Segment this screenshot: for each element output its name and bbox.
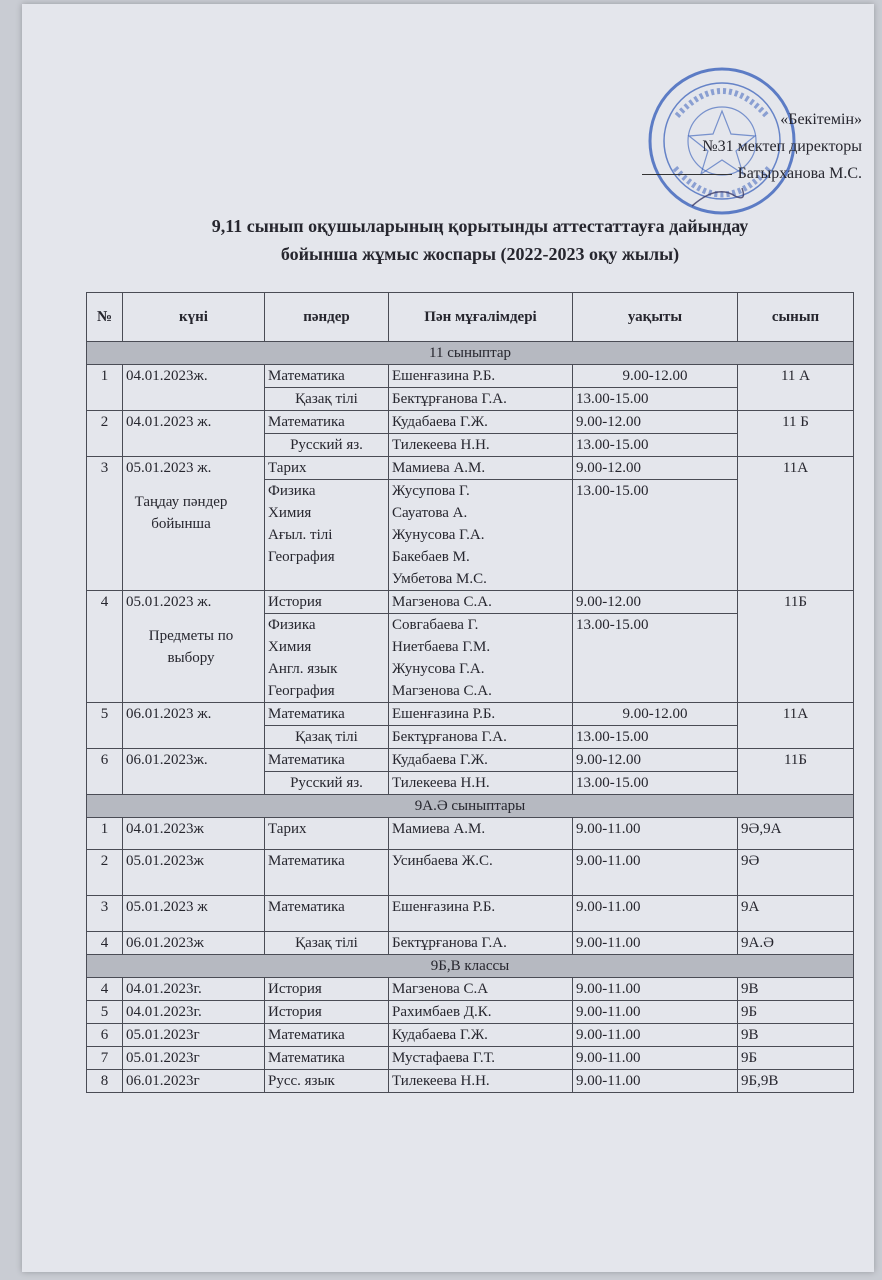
row-date: 05.01.2023ж (123, 850, 265, 896)
approval-heading: «Бекітемін» (780, 111, 862, 128)
row-class: 9А (738, 896, 854, 932)
row-number: 2 (87, 411, 123, 457)
row-subject: Тарих (265, 457, 389, 480)
row-note: Предметы по выбору (148, 628, 234, 666)
teacher-item: Сауатова А. (392, 505, 468, 521)
row-number: 6 (87, 749, 123, 795)
row-subject: Математика (265, 365, 389, 388)
row-class: 9Ә (738, 850, 854, 896)
row-subject: Математика (265, 749, 389, 772)
row-time: 9.00-11.00 (573, 818, 738, 850)
row-subject: Қазақ тілі (265, 932, 389, 955)
row-number: 2 (87, 850, 123, 896)
row-time: 13.00-15.00 (573, 480, 738, 591)
row-class: 11А (738, 703, 854, 749)
row-subject-list (265, 480, 389, 591)
row-class: 9А.Ә (738, 932, 854, 955)
table-row (87, 411, 854, 434)
header-time: уақыты (573, 293, 738, 342)
row-date: 06.01.2023ж. (123, 749, 265, 795)
subject-item: Химия (268, 505, 312, 521)
row-time: 13.00-15.00 (573, 772, 738, 795)
row-time: 9.00-11.00 (573, 1001, 738, 1024)
row-class: 9В (738, 978, 854, 1001)
row-class: 11 Б (738, 411, 854, 457)
subject-item: Физика (268, 617, 316, 633)
row-subject: Русский яз. (265, 772, 389, 795)
section-row (87, 342, 854, 365)
row-time: 9.00-12.00 (573, 703, 738, 726)
table-row (87, 1024, 854, 1047)
row-date: 04.01.2023ж. (123, 365, 265, 411)
row-number: 7 (87, 1047, 123, 1070)
table-row (87, 932, 854, 955)
row-time: 13.00-15.00 (573, 614, 738, 703)
row-class: 11А (738, 457, 854, 591)
row-date: 05.01.2023 ж. (126, 460, 212, 476)
table-row (87, 850, 854, 896)
row-teacher: Бектұрғанова Г.А. (389, 932, 573, 955)
row-teacher: Усинбаева Ж.С. (389, 850, 573, 896)
row-number: 6 (87, 1024, 123, 1047)
title-line-2: бойынша жұмыс жоспары (2022-2023 оқу жылы) (280, 244, 680, 264)
row-subject: История (265, 1001, 389, 1024)
row-teacher: Кудабаева Г.Ж. (389, 411, 573, 434)
row-date-cell (123, 457, 265, 591)
subject-item: Химия (268, 639, 312, 655)
teacher-item: Ниетбаева Г.М. (392, 639, 491, 655)
section-title-9b: 9Б,В классы (87, 955, 854, 978)
subject-item: Англ. язык (268, 661, 338, 677)
row-number: 5 (87, 703, 123, 749)
row-subject: Математика (265, 1047, 389, 1070)
approval-position: №31 мектеп директоры (702, 138, 862, 155)
table-row (87, 1047, 854, 1070)
row-time: 13.00-15.00 (573, 388, 738, 411)
row-number: 3 (87, 896, 123, 932)
subject-item: География (268, 549, 335, 565)
row-time: 13.00-15.00 (573, 726, 738, 749)
subject-item: География (268, 683, 335, 699)
row-subject: История (265, 978, 389, 1001)
row-time: 9.00-11.00 (573, 896, 738, 932)
row-subject: Математика (265, 411, 389, 434)
row-teacher-list (389, 614, 573, 703)
row-date: 06.01.2023г (123, 1070, 265, 1093)
teacher-item: Умбетова М.С. (392, 571, 487, 587)
title-line-1: 9,11 сынып оқушыларының қорытынды аттестаттауға дайындау (211, 216, 749, 236)
row-number: 8 (87, 1070, 123, 1093)
section-title-11: 11 сыныптар (87, 342, 854, 365)
row-subject: Русс. язык (265, 1070, 389, 1093)
approval-director-name: Батырханова М.С. (737, 165, 862, 182)
row-teacher-list (389, 480, 573, 591)
row-subject: Математика (265, 850, 389, 896)
row-teacher: Мамиева А.М. (389, 457, 573, 480)
header-day: күні (123, 293, 265, 342)
row-class: 9В (738, 1024, 854, 1047)
row-subject: Қазақ тілі (265, 726, 389, 749)
row-time: 9.00-11.00 (573, 1047, 738, 1070)
table-row (87, 703, 854, 726)
row-subject: Қазақ тілі (265, 388, 389, 411)
row-teacher: Мустафаева Г.Т. (389, 1047, 573, 1070)
row-teacher: Ешенғазина Р.Б. (389, 365, 573, 388)
row-class: 9Б,9В (738, 1070, 854, 1093)
teacher-item: Бакебаев М. (392, 549, 470, 565)
row-subject: Математика (265, 703, 389, 726)
signature-line (642, 174, 732, 175)
row-time: 9.00-11.00 (573, 850, 738, 896)
table-row (87, 1001, 854, 1024)
schedule-table (86, 292, 854, 1093)
header-subjects: пәндер (265, 293, 389, 342)
row-time: 9.00-11.00 (573, 978, 738, 1001)
row-number: 5 (87, 1001, 123, 1024)
table-row (87, 978, 854, 1001)
table-row (87, 591, 854, 614)
row-subject: Тарих (265, 818, 389, 850)
row-number: 4 (87, 978, 123, 1001)
teacher-item: Жусупова Г. (392, 483, 470, 499)
row-date: 05.01.2023 ж (123, 896, 265, 932)
subject-item: Ағыл. тілі (268, 527, 333, 543)
row-time: 9.00-11.00 (573, 932, 738, 955)
row-teacher: Ешенғазина Р.Б. (389, 896, 573, 932)
row-number: 1 (87, 818, 123, 850)
row-subject: Русский яз. (265, 434, 389, 457)
row-teacher: Рахимбаев Д.К. (389, 1001, 573, 1024)
row-class: 9Б (738, 1047, 854, 1070)
row-teacher: Магзенова С.А (389, 978, 573, 1001)
row-teacher: Кудабаева Г.Ж. (389, 749, 573, 772)
row-time: 9.00-11.00 (573, 1070, 738, 1093)
row-date: 06.01.2023ж (123, 932, 265, 955)
row-teacher: Бектұрғанова Г.А. (389, 388, 573, 411)
row-number: 4 (87, 591, 123, 703)
row-time: 13.00-15.00 (573, 434, 738, 457)
row-time: 9.00-12.00 (573, 411, 738, 434)
header-number: № (87, 293, 123, 342)
row-subject: Математика (265, 1024, 389, 1047)
row-time: 9.00-12.00 (573, 749, 738, 772)
row-class: 11 А (738, 365, 854, 411)
row-date-cell (123, 591, 265, 703)
row-date: 04.01.2023 ж. (123, 411, 265, 457)
row-teacher: Кудабаева Г.Ж. (389, 1024, 573, 1047)
row-class: 11Б (738, 749, 854, 795)
table-row (87, 457, 854, 480)
row-teacher: Ешенғазина Р.Б. (389, 703, 573, 726)
teacher-item: Жунусова Г.А. (392, 527, 485, 543)
row-class: 9Ә,9А (738, 818, 854, 850)
row-teacher: Тилекеева Н.Н. (389, 434, 573, 457)
row-class: 11Б (738, 591, 854, 703)
teacher-item: Совгабаева Г. (392, 617, 479, 633)
row-subject: Математика (265, 896, 389, 932)
row-class: 9Б (738, 1001, 854, 1024)
row-note: Таңдау пәндер бойынша (134, 494, 228, 532)
section-title-9a: 9А.Ә сыныптары (87, 795, 854, 818)
row-date: 04.01.2023ж (123, 818, 265, 850)
section-row (87, 955, 854, 978)
table-row (87, 818, 854, 850)
document-title (130, 212, 830, 268)
row-teacher: Магзенова С.А. (389, 591, 573, 614)
row-time: 9.00-12.00 (573, 457, 738, 480)
row-date: 06.01.2023 ж. (123, 703, 265, 749)
row-subject: История (265, 591, 389, 614)
row-teacher: Мамиева А.М. (389, 818, 573, 850)
row-teacher: Тилекеева Н.Н. (389, 1070, 573, 1093)
row-number: 1 (87, 365, 123, 411)
row-date: 04.01.2023г. (123, 1001, 265, 1024)
row-number: 3 (87, 457, 123, 591)
approval-block (582, 106, 862, 187)
table-header-row (87, 293, 854, 342)
row-time: 9.00-12.00 (573, 365, 738, 388)
row-date: 04.01.2023г. (123, 978, 265, 1001)
row-subject-list (265, 614, 389, 703)
table-row (87, 1070, 854, 1093)
teacher-item: Магзенова С.А. (392, 683, 492, 699)
header-teachers: Пән мұғалімдері (389, 293, 573, 342)
row-date: 05.01.2023 ж. (126, 594, 212, 610)
row-time: 9.00-11.00 (573, 1024, 738, 1047)
table-row (87, 896, 854, 932)
header-class: сынып (738, 293, 854, 342)
row-time: 9.00-12.00 (573, 591, 738, 614)
row-teacher: Тилекеева Н.Н. (389, 772, 573, 795)
subject-item: Физика (268, 483, 316, 499)
section-row (87, 795, 854, 818)
row-date: 05.01.2023г (123, 1047, 265, 1070)
teacher-item: Жунусова Г.А. (392, 661, 485, 677)
table-row (87, 365, 854, 388)
row-teacher: Бектұрғанова Г.А. (389, 726, 573, 749)
row-date: 05.01.2023г (123, 1024, 265, 1047)
row-number: 4 (87, 932, 123, 955)
table-row (87, 749, 854, 772)
